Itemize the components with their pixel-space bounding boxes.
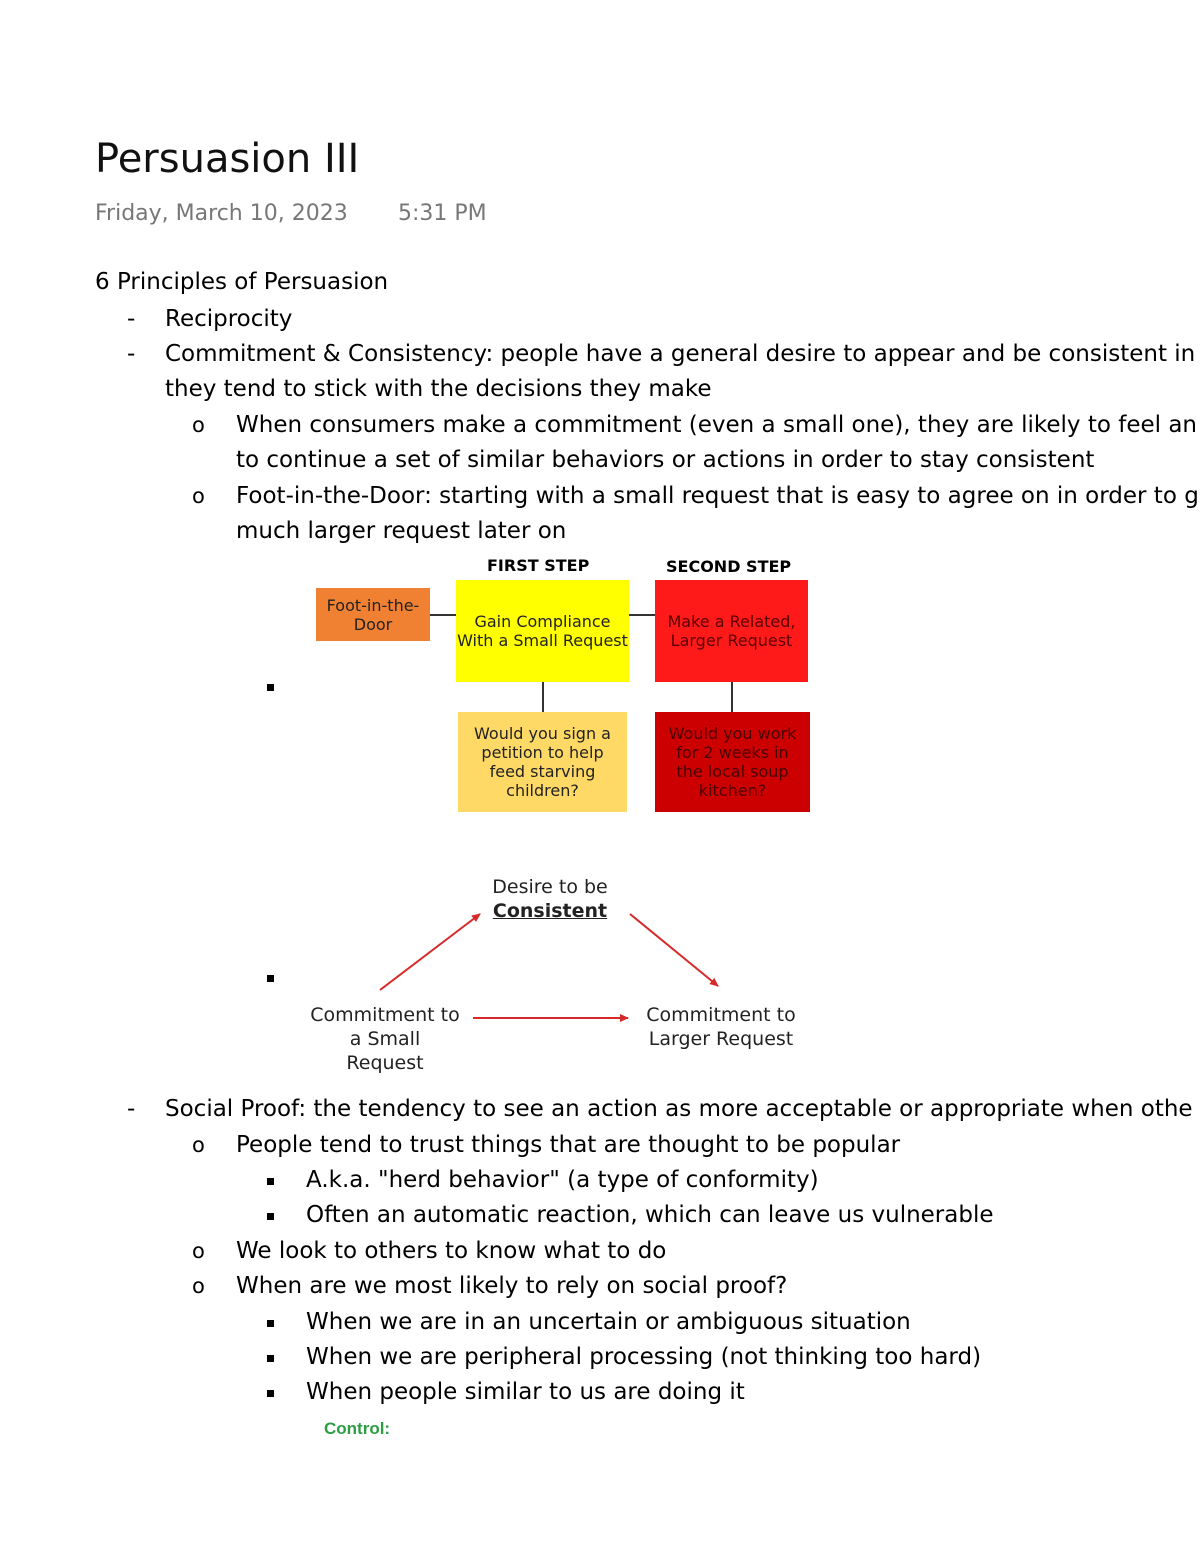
circle-bullet: o	[192, 484, 205, 508]
arrow-down	[630, 914, 718, 986]
square-bullet	[267, 1390, 274, 1397]
circle-bullet: o	[192, 413, 205, 437]
circle-bullet: o	[192, 1239, 205, 1263]
page-title: Persuasion III	[95, 136, 360, 182]
arrow-up	[380, 914, 480, 990]
sub-when: When are we most likely to rely on social proof?	[236, 1273, 788, 1299]
dash-bullet: -	[127, 306, 136, 332]
sub-commitment-line1: When consumers make a commitment (even a small one), they are likely to feel an	[236, 412, 1198, 438]
sub-foot-line2: much larger request later on	[236, 518, 567, 544]
square-bullet	[267, 1320, 274, 1327]
connector-line	[542, 682, 544, 712]
sub-trust: People tend to trust things that are thought to be popular	[236, 1132, 901, 1158]
larger-request-box: Make a Related, Larger Request	[655, 580, 808, 682]
larger-request-label: Commitment to Larger Request	[646, 1004, 796, 1050]
first-step-label: FIRST STEP	[487, 556, 590, 575]
foot-in-door-box: Foot-in-the-Door	[316, 588, 430, 641]
second-step-label: SECOND STEP	[666, 557, 792, 576]
circle-bullet: o	[192, 1274, 205, 1298]
sub-uncertain: When we are in an uncertain or ambiguous situation	[306, 1309, 911, 1335]
sub-look: We look to others to know what to do	[236, 1238, 667, 1264]
bullet-social-proof: Social Proof: the tendency to see an action as more acceptable or appropriate when othe	[165, 1096, 1193, 1122]
square-bullet	[267, 684, 274, 691]
desire-label: Desire to be	[492, 876, 608, 898]
bullet-commitment-line2: they tend to stick with the decisions they make	[165, 376, 712, 402]
sub-herd: A.k.a. "herd behavior" (a type of conformity)	[306, 1167, 819, 1193]
connector-line	[731, 682, 733, 712]
gain-compliance-box: Gain Compliance With a Small Request	[456, 580, 629, 682]
circle-bullet: o	[192, 1133, 205, 1157]
bullet-commitment-line1: Commitment & Consistency: people have a general desire to appear and be consistent in	[165, 341, 1196, 367]
sub-commitment-line2: to continue a set of similar behaviors or actions in order to stay consistent	[236, 447, 1095, 473]
section-heading: 6 Principles of Persuasion	[95, 269, 389, 295]
consistent-label: Consistent	[492, 900, 608, 922]
petition-example-box: Would you sign a petition to help feed starving children?	[458, 712, 627, 812]
sub-similar: When people similar to us are doing it	[306, 1379, 745, 1405]
control-label: Control:	[324, 1419, 391, 1438]
consistency-arrows	[300, 860, 820, 1090]
soup-kitchen-example-box: Would you work for 2 weeks in the local soup kitchen?	[655, 712, 810, 812]
page-time: 5:31 PM	[398, 201, 487, 226]
square-bullet	[267, 1213, 274, 1220]
connector-line	[629, 614, 655, 616]
sub-peripheral: When we are peripheral processing (not thinking too hard)	[306, 1344, 982, 1370]
dash-bullet: -	[127, 341, 136, 367]
square-bullet	[267, 1178, 274, 1185]
sub-automatic: Often an automatic reaction, which can leave us vulnerable	[306, 1202, 994, 1228]
page-date: Friday, March 10, 2023	[95, 201, 348, 226]
bullet-reciprocity: Reciprocity	[165, 306, 293, 332]
sub-foot-line1: Foot-in-the-Door: starting with a small request that is easy to agree on in order to g	[236, 483, 1199, 509]
dash-bullet: -	[127, 1096, 136, 1122]
square-bullet	[267, 1355, 274, 1362]
small-request-label: Commitment to a Small Request	[310, 1004, 460, 1074]
connector-line	[430, 614, 456, 616]
square-bullet	[267, 975, 274, 982]
